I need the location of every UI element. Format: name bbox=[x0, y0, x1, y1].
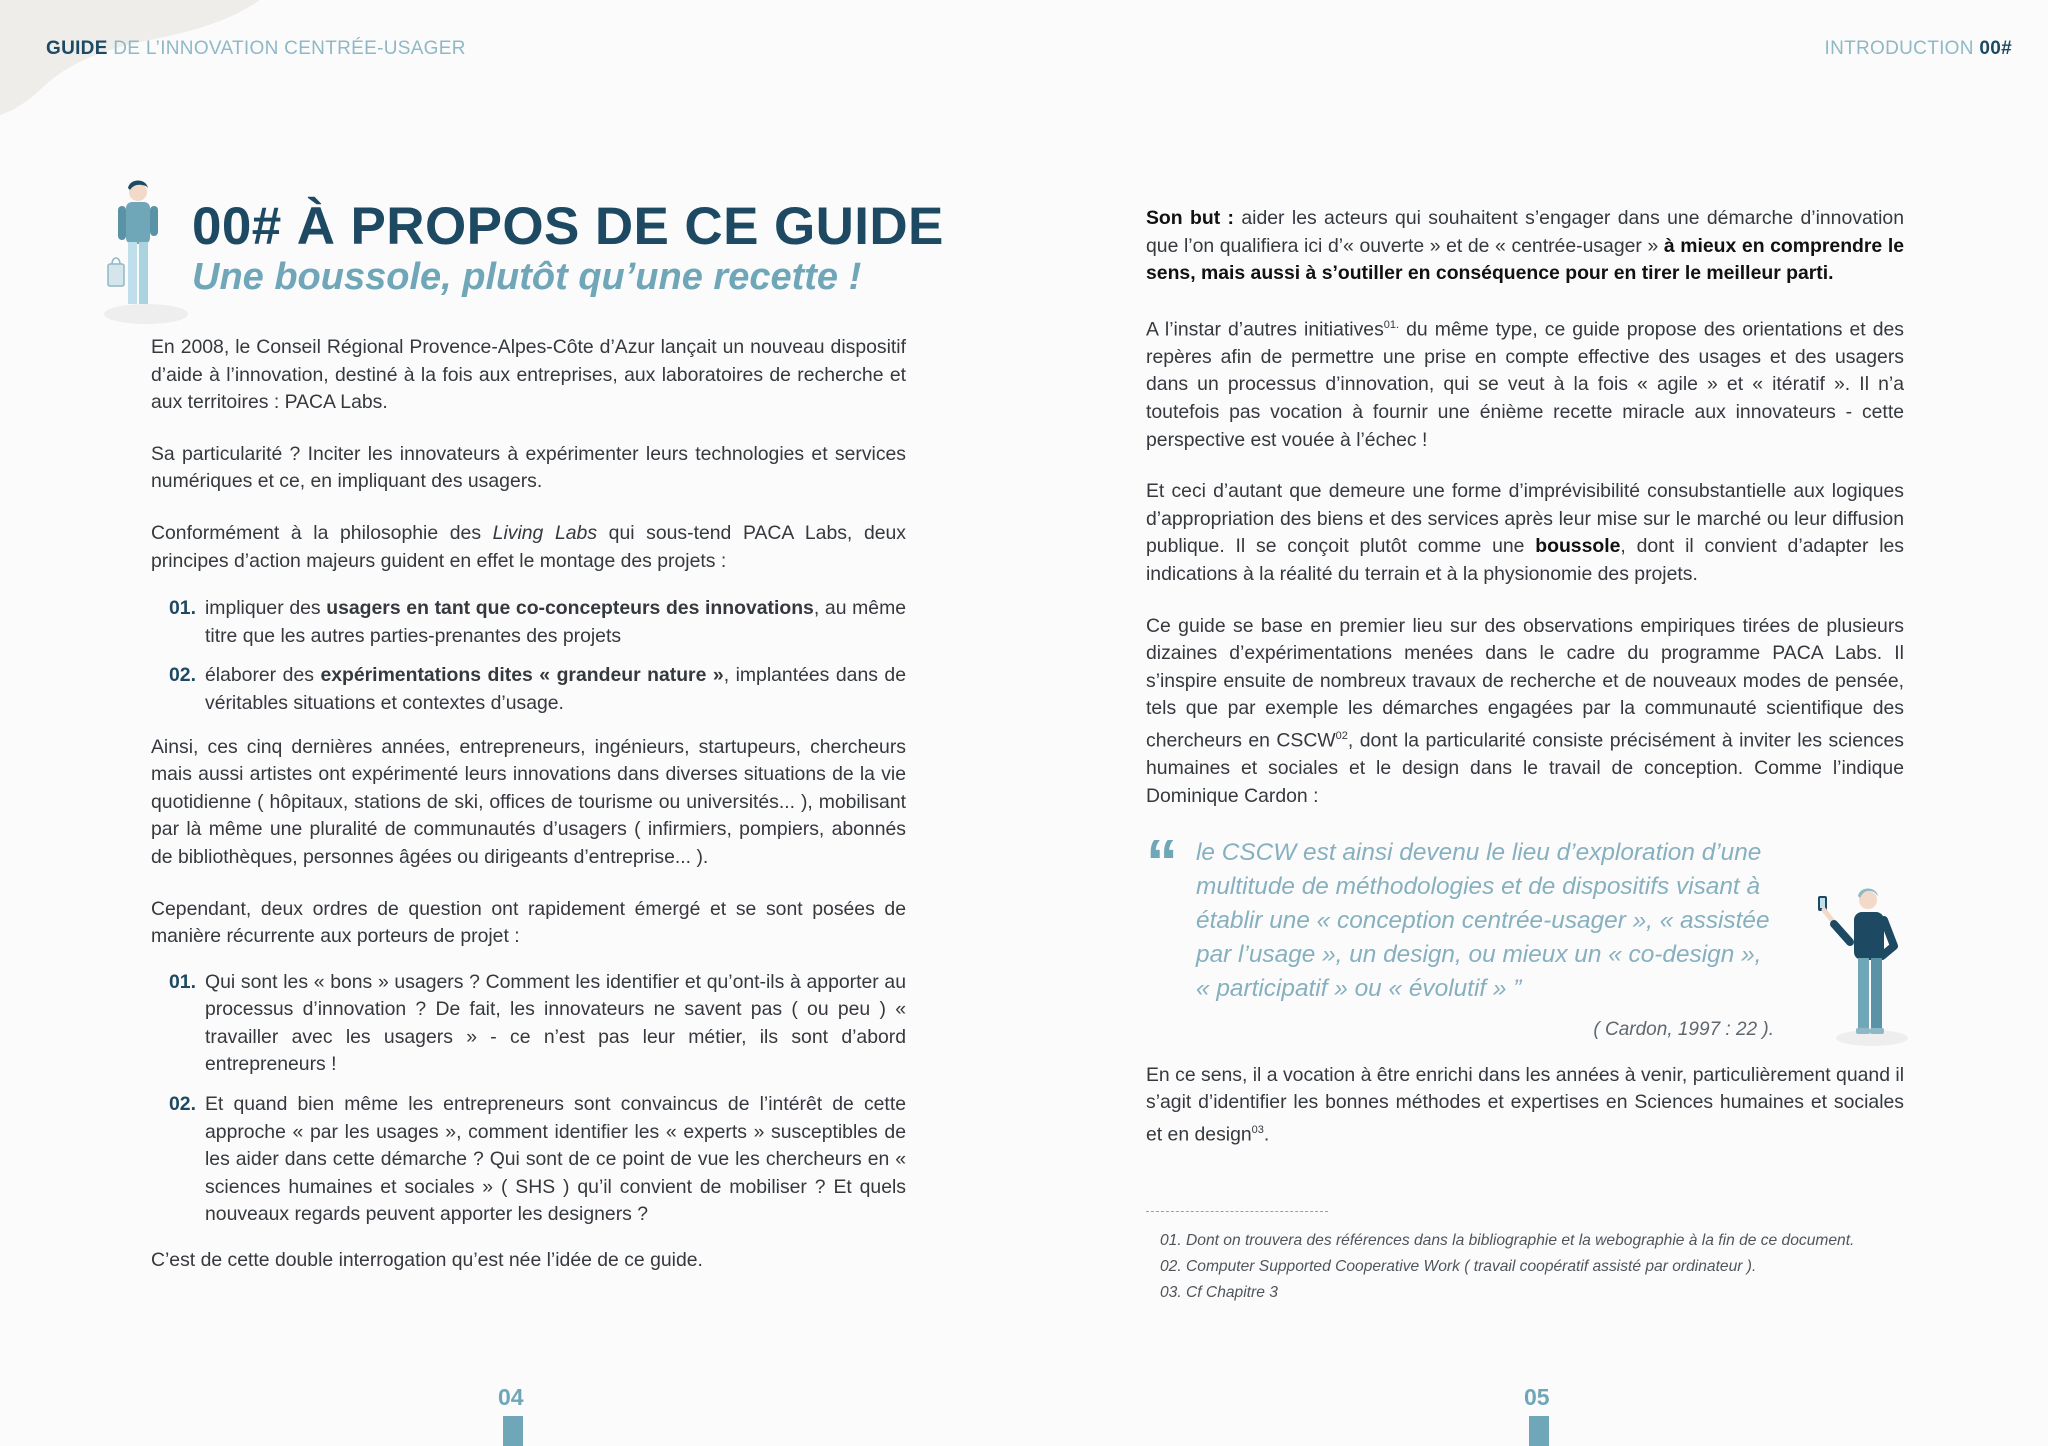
header-guide-label: GUIDE bbox=[46, 38, 108, 59]
page-title: 00# À PROPOS DE CE GUIDE bbox=[192, 197, 944, 256]
page-number-right: 05 bbox=[1524, 1384, 1550, 1410]
list-item bbox=[151, 1091, 906, 1229]
paragraph-text: aider les acteurs qui souhaitent s’engager dans une démarche d’innovation que l’on qualifiera ici d’« ouverte » et de « centrée-usager » bbox=[1146, 207, 1904, 257]
page-number-marker bbox=[503, 1416, 523, 1446]
list-text: , implantées dans de véritables situations et contextes d’usage. bbox=[205, 664, 906, 714]
paragraph bbox=[1146, 312, 1904, 454]
list-number: 02. bbox=[169, 664, 196, 687]
paragraph: En 2008, le Conseil Régional Provence-Alpes-Côte d’Azur lançait un nouveau dispositif d’aide à l’innovation, destiné à la fois aux entreprises, aux laboratoires de recherche et aux territoires : PACA Labs. bbox=[151, 336, 906, 414]
paragraph: C’est de cette double interrogation qu’est née l’idée de ce guide. bbox=[151, 1249, 703, 1272]
paragraph bbox=[151, 520, 906, 575]
paragraph-text: du même type, ce guide propose des orientations et des repères afin de permettre une prise en compte effective des usages et des usagers dans un processus d’innovation, qui se veut à la fois « agile » et « itératif ». Il n’a toutefois pas vocation à fournir une énième recette miracle aux innovateurs - cette perspective est vouée à l’échec ! bbox=[1146, 318, 1904, 451]
page-number-marker bbox=[1529, 1416, 1549, 1446]
paragraph: Ainsi, ces cinq dernières années, entrepreneurs, ingénieurs, startupeurs, chercheurs mais aussi artistes ont expérimenté leurs innovations dans diverses situations de la vie quotidienne ( hôpitaux, stations de ski, offices de tourisme ou universités... ), mobilisant par là même une pluralité de communautés d’usagers ( infirmiers, pompiers, abonnés de bibliothèques, personnes âgées ou dirigeants d’entreprise... ). bbox=[151, 735, 906, 868]
person-with-phone-illustration bbox=[1812, 880, 1912, 1050]
footnote: 02. Computer Supported Cooperative Work ( travail coopératif assisté par ordinateur ). bbox=[1160, 1258, 1757, 1275]
footnote-divider bbox=[1146, 1211, 1328, 1212]
questions-list bbox=[151, 969, 906, 1229]
header-section-number: 00# bbox=[1979, 38, 2012, 59]
paragraph bbox=[1146, 1062, 1904, 1149]
paragraph: Cependant, deux ordres de question ont rapidement émergé et se sont posées de manière récurrente aux porteurs de projet : bbox=[151, 897, 906, 948]
paragraph-text: A l’instar d’autres initiatives bbox=[1146, 318, 1384, 341]
corner-decoration bbox=[0, 0, 320, 120]
quote-mark-icon: “ bbox=[1146, 826, 1178, 899]
paragraph bbox=[1146, 478, 1904, 588]
footnote: 03. Cf Chapitre 3 bbox=[1160, 1284, 1278, 1301]
list-item bbox=[151, 969, 906, 1079]
list-number: 02. bbox=[169, 1093, 196, 1116]
running-header-left bbox=[46, 38, 466, 60]
quote-citation: ( Cardon, 1997 : 22 ). bbox=[1593, 1019, 1774, 1041]
blockquote bbox=[1146, 826, 1904, 1006]
paragraph-text: Conformément à la philosophie des bbox=[151, 521, 493, 544]
footnote-ref: 02 bbox=[1335, 729, 1348, 742]
footnote-ref: 03 bbox=[1251, 1124, 1264, 1136]
list-number: 01. bbox=[169, 597, 196, 620]
paragraph-text: En ce sens, il a vocation à être enrichi dans les années à venir, particulièrement quand il s’agit d’identifier les bonnes méthodes et expertises en Sciences humaines et sociales et en design bbox=[1146, 1063, 1904, 1146]
compass-term: boussole bbox=[1535, 535, 1621, 558]
running-header-right bbox=[1825, 38, 2012, 60]
list-text: impliquer des bbox=[205, 597, 327, 620]
paragraph-text: Ce guide se base en premier lieu sur des observations empiriques tirées de plusieurs dizaines d’expérimentations menées dans le cadre du programme PACA Labs. Il s’inspire ensuite de nombreux travaux de recherche et de nouveaux modes de pensée, tels que par exemple les démarches engagées par la communauté scientifique des chercheurs en CSCW bbox=[1146, 614, 1904, 752]
list-text: élaborer des bbox=[205, 664, 321, 687]
person-with-bag-illustration bbox=[100, 178, 192, 328]
paragraph bbox=[1146, 205, 1904, 288]
header-guide-title: DE L’INNOVATION CENTRÉE-USAGER bbox=[113, 38, 466, 59]
paragraph: Sa particularité ? Inciter les innovateurs à expérimenter leurs technologies et services numériques et ce, en impliquant des usagers. bbox=[151, 442, 906, 493]
left-page-body bbox=[151, 334, 906, 1275]
list-item bbox=[151, 662, 906, 717]
page-subtitle: Une boussole, plutôt qu’une recette ! bbox=[192, 256, 862, 298]
living-labs-term: Living Labs bbox=[492, 521, 598, 544]
paragraph bbox=[1146, 613, 1904, 811]
quote-text: le CSCW est ainsi devenu le lieu d’exploration d’une multitude de méthodologies et de dispositifs visant à établir une « conception centrée-usager », « assistée par l’usage », un design, ou mieux un « co-design », « participatif » ou « évolutif » ” bbox=[1196, 839, 1770, 1003]
list-emphasis: usagers en tant que co-concepteurs des innovations bbox=[326, 597, 814, 620]
paragraph-text: Et ceci d’autant que demeure une forme d’imprévisibilité consubstantielle aux logiques d’appropriation des biens et des services après leur mise sur le marché ou leur diffusion publique. Il se conçoit plutôt comme une bbox=[1146, 480, 1904, 558]
paragraph-text: , dont la particularité consiste précisément à inviter les sciences humaines et sociales et le design dans le travail de conception. Comme l’indique Dominique Cardon : bbox=[1146, 729, 1904, 807]
paragraph-text: qui sous-tend PACA Labs, deux principes d’action majeurs guident en effet le montage des projets : bbox=[151, 521, 907, 572]
footnotes bbox=[1160, 1228, 1920, 1306]
list-text: Qui sont les « bons » usagers ? Comment les identifier et qu’ont-ils à apporter au processus d’innovation ? De fait, les innovateurs ne savent pas ( ou peu ) « travailler avec les usagers » - ce n’est pas leur métier, ils sont d’abord entrepreneurs ! bbox=[205, 970, 906, 1076]
list-number: 01. bbox=[169, 970, 196, 993]
paragraph-text: , dont il convient d’adapter les indications à la réalité du terrain et à la physionomie des projets. bbox=[1146, 535, 1904, 585]
goal-label: Son but : bbox=[1146, 207, 1234, 229]
right-page-body bbox=[1146, 205, 1904, 1149]
footnote: 01. Dont on trouvera des références dans la bibliographie et la webographie à la fin de ce document. bbox=[1160, 1232, 1855, 1249]
list-text: , au même titre que les autres parties-prenantes des projets bbox=[205, 597, 907, 647]
page-number-left: 04 bbox=[498, 1384, 524, 1410]
paragraph-emphasis: à mieux en comprendre le sens, mais aussi à s’outiller en conséquence pour en tirer le meilleur parti. bbox=[1146, 234, 1904, 285]
principles-list bbox=[151, 595, 906, 717]
paragraph-text: . bbox=[1263, 1123, 1270, 1146]
list-item bbox=[151, 595, 906, 650]
footnote-ref: 01. bbox=[1383, 318, 1400, 331]
header-section-label: INTRODUCTION bbox=[1824, 38, 1974, 59]
list-emphasis: expérimentations dites « grandeur nature » bbox=[320, 664, 724, 687]
list-text: Et quand bien même les entrepreneurs sont convaincus de l’intérêt de cette approche « par les usages », comment identifier les « experts » susceptibles de les aider dans cette démarche ? Qui sont de ce point de vue les chercheurs en « sciences humaines et sociales » ( SHS ) qu’il convient de mobiliser ? Et quels nouveaux regards peuvent apporter les designers ? bbox=[205, 1093, 906, 1226]
